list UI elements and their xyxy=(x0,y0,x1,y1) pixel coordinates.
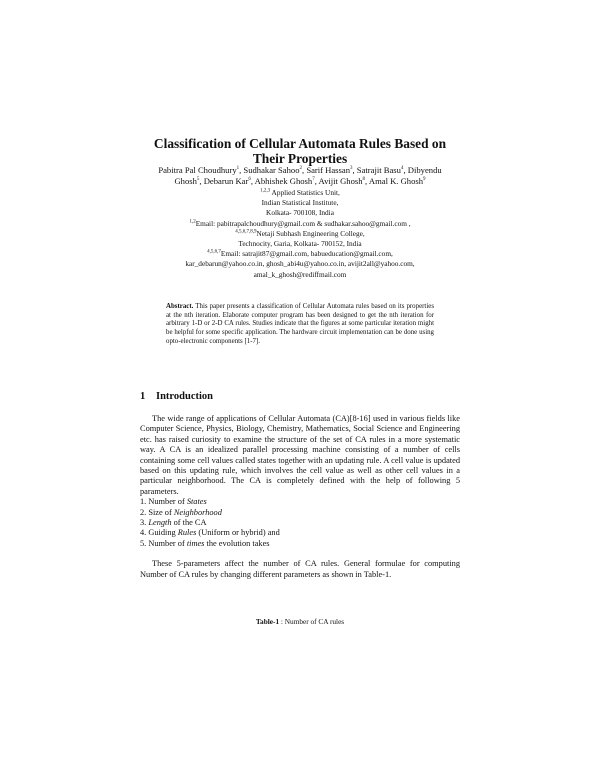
affiliation-1-line-3: Kolkata- 700108, India xyxy=(266,208,334,218)
table-label: Table-1 xyxy=(255,617,280,626)
list-item: 3. Length of the CA xyxy=(140,518,207,528)
list-item: 1. Number of States xyxy=(140,497,207,507)
author-name: Dibyendu xyxy=(407,165,442,175)
email-line-2: $^{4,5,6,7}$Email: satrajit87@gmail.com, babueducation@gmail.com, xyxy=(207,249,393,259)
abstract xyxy=(166,303,434,347)
author-name: Sarif Hassan xyxy=(306,165,350,175)
author-line-1: Pabitra Pal Choudhury$^1$, Sudhakar Sahoo$^2$, Sarif Hassan$^3$, Satrajit Basu$^4$, Dibyendu xyxy=(158,165,442,175)
title-line-1: Classification of Cellular Automata Rules Based on xyxy=(153,136,447,151)
section-number: 1 xyxy=(140,391,146,402)
email-line-3: kar_debarun@yahoo.co.in, ghosh_abi4u@yahoo.co.in, avijit2all@yahoo.com, xyxy=(185,259,415,269)
section-heading xyxy=(140,391,213,402)
email-line-4: amal_k_ghosh@rediffmail.com xyxy=(253,269,347,279)
author-name: Avijit Ghosh xyxy=(318,176,363,187)
table-caption xyxy=(140,617,460,626)
introduction-body xyxy=(140,414,460,580)
parameter-list xyxy=(140,497,460,549)
affiliation-1-line-1: $^{1,2,3}$ Applied Statistics Unit, xyxy=(260,188,340,197)
paper-title xyxy=(110,136,490,166)
author-list xyxy=(138,165,462,187)
author-name: Amal K. Ghosh xyxy=(368,176,424,187)
affiliation-1-line-2: Indian Statistical Institute, xyxy=(261,198,339,208)
author-name: Sudhakar Sahoo xyxy=(243,165,300,175)
affiliation-2-line-2: Technocity, Garia, Kolkata- 700152, India xyxy=(238,239,362,249)
author-line-2: Ghosh$^5$, Debarun Kar$^6$, Abhishek Ghosh$^7$, Avijit Ghosh$^8$, Amal K. Ghosh$^9$ xyxy=(174,176,426,187)
author-name: Pabitra Pal Choudhury xyxy=(158,165,237,175)
section-title: Introduction xyxy=(156,391,213,402)
author-name: Debarun Kar xyxy=(203,176,249,187)
table-caption-text: : Number of CA rules xyxy=(279,617,345,626)
title-line-2: Their Properties xyxy=(252,151,348,166)
intro-paragraph-2: These 5-parameters affect the number of CA rules. General formulae for computing Number of CA rules by changing different parameters as shown in Table-1. xyxy=(140,559,460,579)
abstract-label: Abstract. xyxy=(166,303,194,310)
list-item: 5. Number of times the evolution takes xyxy=(140,538,270,548)
author-name: Satrajit Basu xyxy=(356,165,401,175)
author-name: Ghosh xyxy=(174,176,197,187)
abstract-text: This paper presents a classification of Cellular Automata rules based on its properties at the nth iteration. Elaborate computer program has been designed to get the nth iteration for arbitrary 1-D or 2-D CA rules. Studies indicate that the figures at some particular iteration might be helpful for some specific application. The hardware circuit implementation can be done using opto-electronic components [1-7]. xyxy=(166,303,434,345)
email-line-1: $^{1,2}$Email: pabitrapalchoudhury@gmail.com & sudhakar.sahoo@gmail.com , xyxy=(189,218,411,228)
author-name: Abhishek Ghosh xyxy=(254,176,313,187)
intro-paragraph-1: The wide range of applications of Cellular Automata (CA)[8-16] used in various fields like Computer Science, Physics, Biology, Chemistry, Mathematics, Social Science and Engineering etc. has raised curiosity to examine the structure of the set of CA rules in a more systematic way. A CA is an idealized parallel processing machine consisting of a number of cells containing some cell values called states together with an updating rule. A cell value is updated based on this updating rule, which involves the cell value as well as other cell values in a particular neighborhood. The CA is completely defined with the help of following 5 parameters. xyxy=(140,414,460,496)
affiliation-2-line-1: $^{4,5,6,7,8,9}$Netaji Subhash Engineering College, xyxy=(235,228,365,238)
affiliations xyxy=(138,188,462,280)
list-item: 4. Guiding Rules (Uniform or hybrid) and xyxy=(140,528,280,538)
list-item: 2. Size of Neighborhood xyxy=(140,507,222,517)
